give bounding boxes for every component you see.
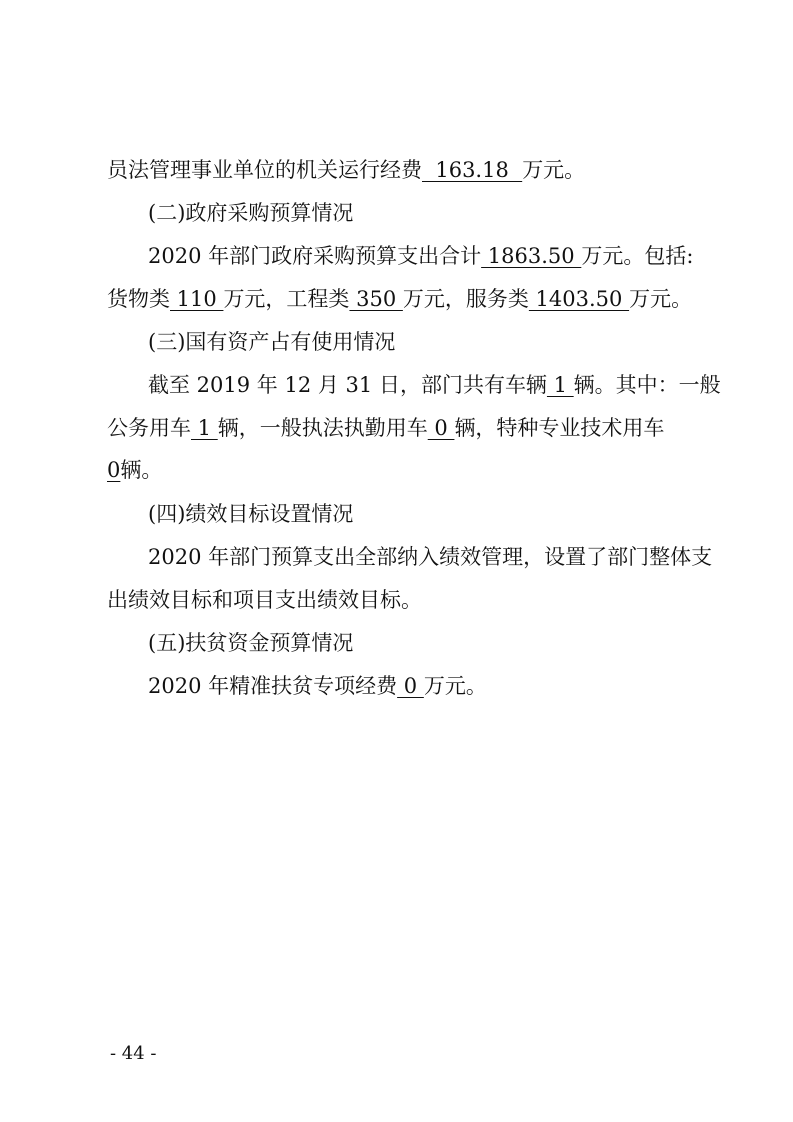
underlined-amount: 0 <box>427 416 455 440</box>
section-3-heading: (三)国有资产占有使用情况 <box>148 330 396 354</box>
text: 货物类 <box>107 287 170 311</box>
page-number: - 44 - <box>110 1043 157 1064</box>
section-4-heading: (四)绩效目标设置情况 <box>148 502 354 526</box>
text: 万元，服务类 <box>402 287 529 311</box>
underlined-amount: 1 <box>546 373 574 397</box>
underlined-amount: 1 <box>191 416 218 440</box>
section-4-line-2: 出绩效目标和项目支出绩效目标。 <box>107 588 422 612</box>
text: 辆，特种专业技术用车 <box>454 416 665 440</box>
section-5-heading: (五)扶贫资金预算情况 <box>148 631 354 655</box>
text: 2020 年精准扶贫专项经费 <box>148 674 398 698</box>
text: 万元。 <box>423 674 487 698</box>
underlined-amount: 0 <box>107 458 121 482</box>
text: 辆，一般执法执勤用车 <box>217 416 428 440</box>
section-2-heading: (二)政府采购预算情况 <box>148 201 354 225</box>
text: 截至 2019 年 12 月 31 日，部门共有车辆 <box>148 373 547 397</box>
text: 万元。包括: <box>581 244 694 268</box>
underlined-amount: 1403.50 <box>528 287 630 311</box>
text: 万元。 <box>522 158 586 182</box>
text: 万元，工程类 <box>223 287 350 311</box>
text: 辆。其中：一般 <box>573 373 721 397</box>
section-4-line-1: 2020 年部门预算支出全部纳入绩效管理，设置了部门整体支 <box>148 545 713 569</box>
text: 辆。 <box>120 458 163 482</box>
section-3-line-2 <box>107 413 664 443</box>
underlined-amount: 1863.50 <box>481 244 582 268</box>
section-3-line-3 <box>107 455 162 485</box>
section-2-line-1 <box>148 241 693 271</box>
text: 2020 年部门政府采购预算支出合计 <box>148 244 482 268</box>
underlined-amount: 350 <box>349 287 403 311</box>
underlined-amount: 110 <box>170 287 224 311</box>
text: 员法管理事业单位的机关运行经费 <box>107 158 422 182</box>
section-2-line-2 <box>107 284 692 314</box>
text: 万元。 <box>629 287 693 311</box>
section-5-line-1 <box>148 671 487 701</box>
section-3-line-1 <box>148 370 721 400</box>
underlined-amount: 0 <box>397 674 424 698</box>
underlined-amount: 163.18 <box>422 158 523 182</box>
text: 公务用车 <box>107 416 191 440</box>
paragraph-1-line-1 <box>107 155 585 185</box>
